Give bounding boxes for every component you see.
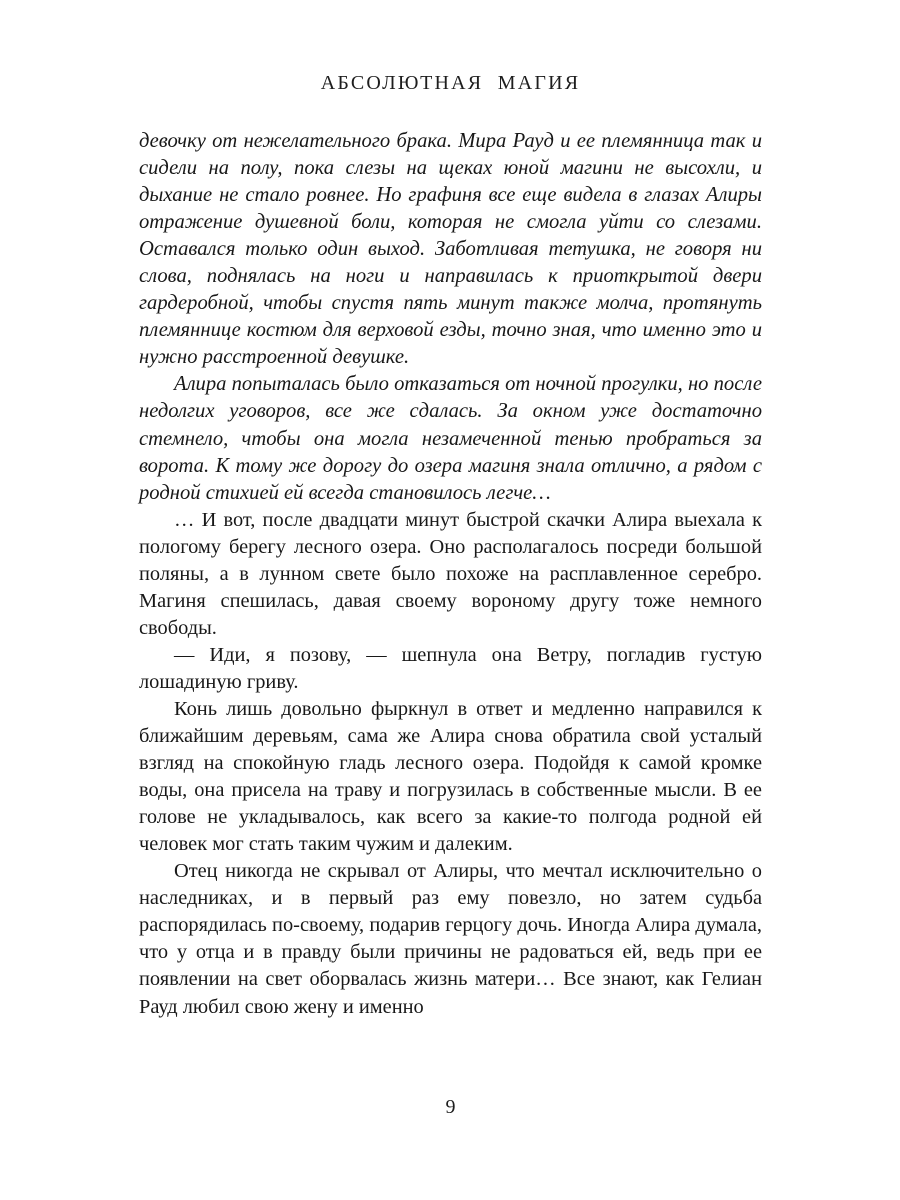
paragraph: Алира попыталась было отказаться от ночной прогулки, но после недолгих уговоров, все же сдалась. За окном уже достаточно стемнело, чтобы она могла незамеченной тенью пробраться за ворота. К тому же дорогу до озера магиня знала отлично, а рядом с родной стихией ей всегда становилось легче… bbox=[139, 373, 762, 504]
running-head: АБСОЛЮТНАЯ МАГИЯ bbox=[320, 72, 581, 94]
paragraph: Отец никогда не скрывал от Алиры, что мечтал исключительно о наследниках, и в первый раз ему повезло, но затем судьба распорядилась по-своему, подарив герцогу дочь. Иногда Алира думала, что у отца и в правду были причины не радоваться ей, ведь при ее появлении на свет оборвалась жизнь матери… Все знают, как Гелиан Рауд любил свою жену и именно bbox=[139, 860, 762, 1018]
paragraph: Конь лишь довольно фыркнул в ответ и медленно направился к ближайшим деревьям, сама же Алира снова обратила свой усталый взгляд на спокойную гладь лесного озера. Подойдя к самой кромке воды, она присела на траву и погрузилась в собственные мысли. В ее голове не укладывалось, как всего за какие-то полгода родной ей человек мог стать таким чужим и далеким. bbox=[139, 697, 762, 856]
paragraph: девочку от нежелательного брака. Мира Рауд и ее племянница так и сидели на полу, пока слезы на щеках юной магини не высохли, и дыхание не стало ровнее. Но графиня все еще видела в глазах Алиры отражение душевной боли, которая не смогла уйти со слезами. Оставался только один выход. Заботливая тетушка, не говоря ни слова, поднялась на ноги и направилась к приоткрытой двери гардеробной, чтобы спустя пять минут также молча, протянуть племяннице костюм для верховой езды, точно зная, что именно это и нужно расстроенной девушке. bbox=[139, 130, 762, 369]
page-number: 9 bbox=[445, 1096, 456, 1118]
body-text-block bbox=[139, 128, 762, 1021]
paragraph: … И вот, после двадцати минут быстрой скачки Алира выехала к пологому берегу лесного озера. Оно располагалось посреди большой поляны, а в лунном свете было похоже на расплавленное серебро. Магиня спешилась, давая своему вороному другу тоже немного свободы. bbox=[139, 508, 762, 639]
paragraph: — Иди, я позову, — шепнула она Ветру, погладив густую лошадиную гриву. bbox=[139, 643, 762, 693]
